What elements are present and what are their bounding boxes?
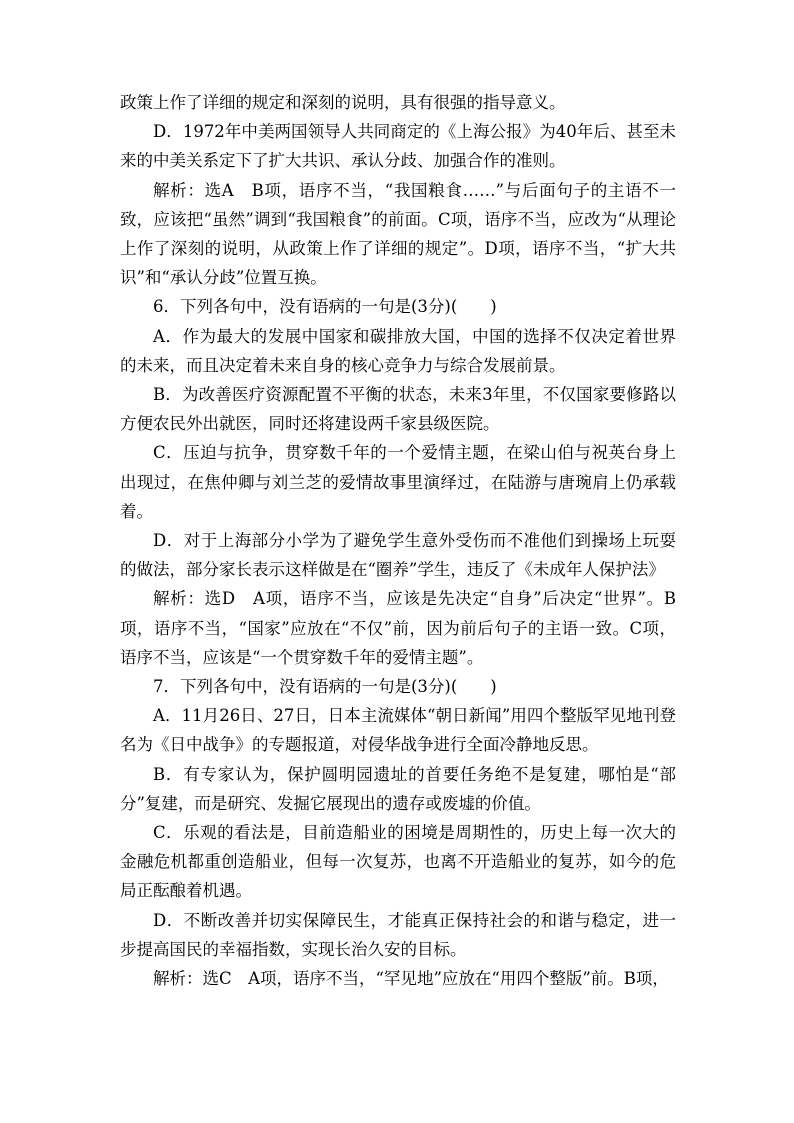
option-b-q6: B．为改善医疗资源配置不平衡的状态，未来3年里，不仅国家要修路以方便农民外出就医，同时还将建设两千家县级医院。 bbox=[120, 385, 676, 434]
analysis-q7: 解析：选C A项，语序不当，“罕见地”应放在“用四个整版”前。B项， bbox=[153, 969, 669, 989]
question-7: 7．下列各句中，没有语病的一句是(3分)( ) bbox=[153, 677, 497, 697]
option-d-q6: D．对于上海部分小学为了避免学生意外受伤而不准他们到操场上玩耍的做法，部分家长表示这样做是在“圈养”学生，违反了《未成年人保护法》 bbox=[120, 531, 676, 580]
option-c-q6: C．压迫与抗争，贯穿数千年的一个爱情主题，在梁山伯与祝英台身上出现过，在焦仲卿与刘兰芝的爱情故事里演绎过，在陆游与唐琬肩上仍承载着。 bbox=[120, 443, 676, 521]
analysis-q6: 解析：选D A项，语序不当，应该是先决定“自身”后决定“世界”。B项，语序不当，“国家”应放在“不仅”前，因为前后句子的主语一致。C项，语序不当，应该是“一个贯穿数千年的爱情主题”。 bbox=[120, 589, 676, 667]
option-d-q5: D．1972年中美两国领导人共同商定的《上海公报》为40年后、甚至未来的中美关系定下了扩大共识、承认分歧、加强合作的准则。 bbox=[120, 122, 676, 171]
option-b-q7: B．有专家认为，保护圆明园遗址的首要任务绝不是复建，哪怕是“部分”复建，而是研究、发掘它展现出的遗存或废墟的价值。 bbox=[120, 764, 676, 813]
document-page bbox=[120, 88, 676, 993]
analysis-q5: 解析：选A B项，语序不当，“我国粮食……”与后面句子的主语不一致，应该把“虽然”调到“我国粮食”的前面。C项，语序不当，应改为“从理论上作了深刻的说明，从政策上作了详细的规定”。D项，语序不当，“扩大共识”和“承认分歧”位置互换。 bbox=[120, 180, 676, 288]
option-d-q7: D．不断改善并切实保障民生，才能真正保持社会的和谐与稳定，进一步提高国民的幸福指数，实现长治久安的目标。 bbox=[120, 910, 676, 959]
paragraph-continuation: 政策上作了详细的规定和深刻的说明，具有很强的指导意义。 bbox=[120, 93, 566, 112]
option-a-q7: A．11月26日、27日，日本主流媒体“朝日新闻”用四个整版罕见地刊登名为《日中战争》的专题报道，对侵华战争进行全面冷静地反思。 bbox=[120, 706, 676, 755]
option-c-q7: C．乐观的看法是，目前造船业的困境是周期性的，历史上每一次大的金融危机都重创造船业，但每一次复苏，也离不开造船业的复苏，如今的危局正酝酿着机遇。 bbox=[120, 823, 676, 901]
option-a-q6: A．作为最大的发展中国家和碳排放大国，中国的选择不仅决定着世界的未来，而且决定着未来自身的核心竞争力与综合发展前景。 bbox=[120, 326, 676, 375]
question-6: 6．下列各句中，没有语病的一句是(3分)( ) bbox=[153, 297, 497, 317]
